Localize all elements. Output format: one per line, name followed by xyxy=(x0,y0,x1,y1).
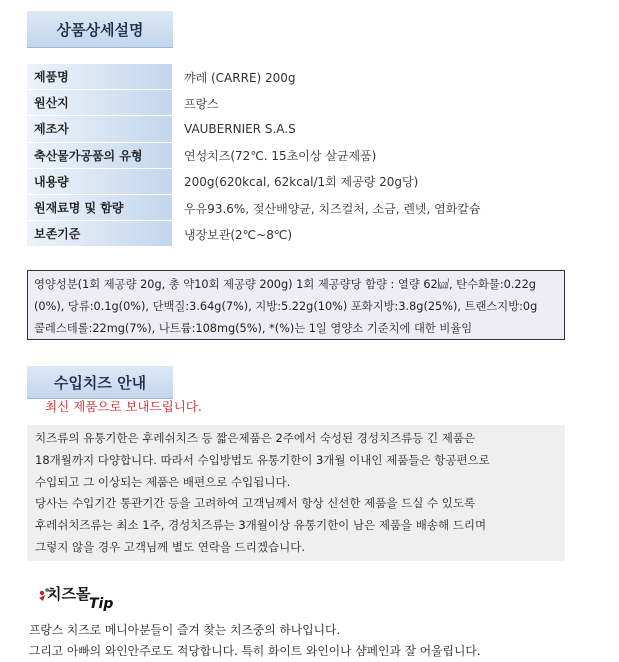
spec-row-origin xyxy=(27,90,567,116)
section-title-import-guide: 수입치즈 안내 xyxy=(27,366,173,399)
spec-value: 냉장보관(2℃~8℃) xyxy=(184,227,293,242)
tip-description xyxy=(29,620,481,662)
guide-line: 후레쉬치즈류는 최소 1주, 경성치즈류는 3개월이상 유통기한이 남은 제품을 배송해 드리며 xyxy=(35,518,487,533)
spec-label: 제조자 xyxy=(27,116,172,142)
spec-value: 연성치즈(72℃. 15초이상 살균제품) xyxy=(184,149,377,164)
spec-value: VAUBERNIER S.A.S xyxy=(184,122,296,137)
guide-line: 18개월까지 다양합니다. 따라서 수입방법도 유통기한이 3개월 이내인 제품들은 항공편으로 xyxy=(35,452,490,467)
nutrition-line: 콜레스테롤:22mg(7%), 나트륨:108mg(5%), *(%)는 1일 영양소 기준치에 대한 비율임 xyxy=(34,322,473,335)
spec-value: 프랑스 xyxy=(184,96,219,111)
guide-line: 그렇지 않을 경우 고객님께 별도 연락을 드리겠습니다. xyxy=(35,539,305,554)
spec-row-ingredients xyxy=(27,195,567,221)
import-guide-box xyxy=(27,425,565,561)
product-spec-table xyxy=(27,64,567,247)
spec-value: 우유93.6%, 젖산배양균, 치즈컬처, 소금, 렌넷, 염화칼슘 xyxy=(184,201,481,216)
spec-row-type xyxy=(27,143,567,169)
spec-row-storage xyxy=(27,221,567,247)
guide-line: 치즈류의 유통기한은 후레쉬치즈 등 짧은제품은 2주에서 숙성된 경성치즈류등 긴 제품은 xyxy=(35,431,476,445)
spec-row-manufacturer xyxy=(27,116,567,142)
spec-label: 제품명 xyxy=(27,64,172,90)
freshness-notice: 최신 제품으로 보내드립니다. xyxy=(45,399,202,414)
nutrition-line: 영양성분(1회 제공량 20g, 총 약10회 제공량 200g) 1회 제공량당 함량 : 열량 62㎉, 탄수화물:0.22g xyxy=(34,278,536,291)
nutrition-line: (0%), 당류:0.1g(0%), 단백질:3.64g(7%), 지방:5.22g(10%) 포화지방:3.8g(25%), 트랜스지방:0g xyxy=(34,300,538,313)
spec-value: 꺄레 (CARRE) 200g xyxy=(184,70,296,85)
nutrition-info-box xyxy=(27,270,565,340)
spec-label: 내용량 xyxy=(27,169,172,195)
logo-text: 치즈몰 xyxy=(47,585,91,603)
spec-row-name xyxy=(27,64,567,90)
spec-label: 원재료명 및 함량 xyxy=(27,195,172,221)
guide-line: 당사는 수입기간 통관기간 등을 고려하여 고객님께서 항상 신선한 제품을 드실 수 있도록 xyxy=(35,496,476,511)
tip-line: 그리고 아빠의 와인안주로도 적당합니다. 특히 화이트 와인이나 샴페인과 잘 어울립니다. xyxy=(29,644,481,658)
guide-line: 수입되고 그 이상되는 제품은 배편으로 수입됩니다. xyxy=(35,474,291,489)
tip-line: 프랑스 치즈로 메니아분들이 즐겨 찾는 치즈중의 하나입니다. xyxy=(29,623,341,637)
spec-label: 보존기준 xyxy=(27,221,172,247)
spec-label: 원산지 xyxy=(27,90,172,116)
spec-row-content xyxy=(27,169,567,195)
logo-tip-text: Tip xyxy=(89,596,114,612)
spec-label: 축산물가공품의 유형 xyxy=(27,143,172,169)
section-title-product-details: 상품상세설명 xyxy=(27,11,173,48)
spec-value: 200g(620kcal, 62kcal/1회 제공량 20g당) xyxy=(184,175,419,190)
cheesemall-tip-logo xyxy=(35,582,125,616)
